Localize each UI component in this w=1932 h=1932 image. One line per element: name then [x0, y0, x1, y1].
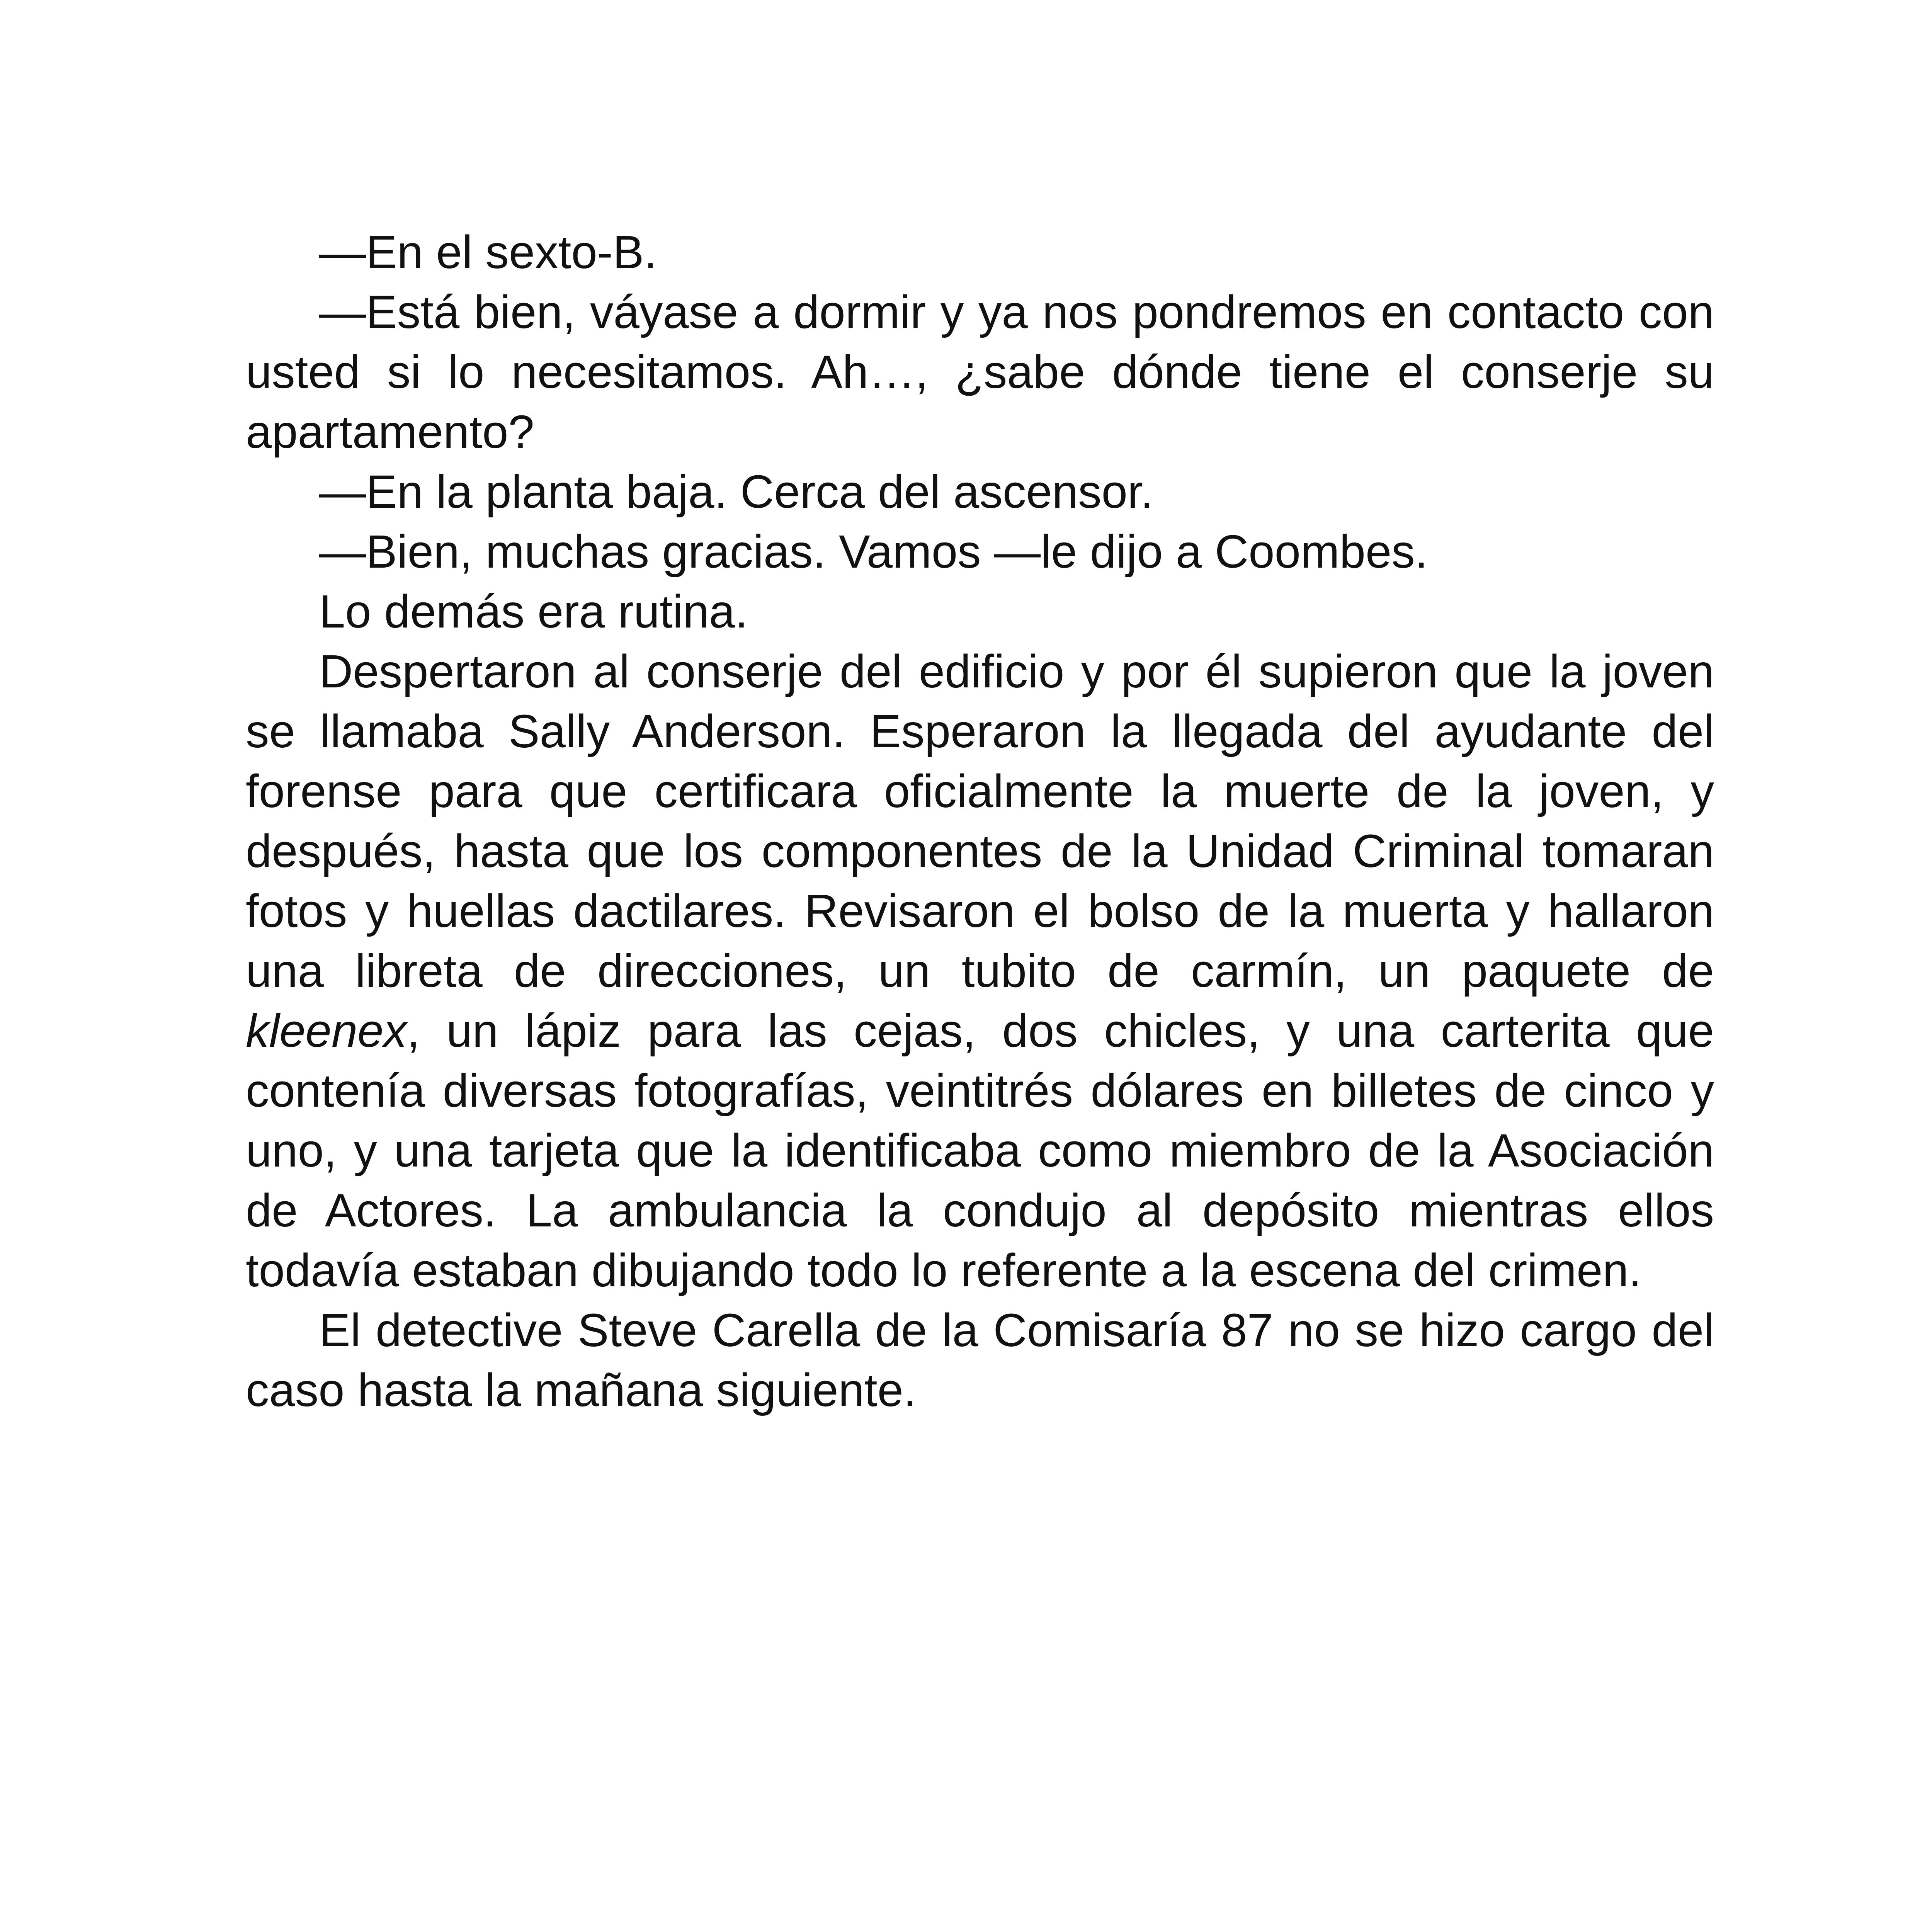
paragraph-text: , un lápiz para las cejas, dos chicles, y una carterita que contenía diversas fotografías, veintitrés dólares en billetes de cinco y uno, y una tarjeta que la identificaba como miembro de la Asociación de Actores. La ambulancia la condujo al depósito mientras ellos todavía estaban dibujando todo lo referente a la escena del crimen.: [246, 1004, 1714, 1296]
dialogue-paragraph: —En la planta baja. Cerca del ascensor.: [319, 465, 1154, 518]
narrative-paragraph: [246, 641, 1714, 1300]
narrative-paragraph: Lo demás era rutina.: [319, 585, 748, 638]
italic-word: kleenex: [246, 1004, 407, 1057]
dialogue-paragraph: —Está bien, váyase a dormir y ya nos pondremos en contacto con usted si lo necesitamos. Ah…, ¿sabe dónde tiene el conserje su apartamento?: [246, 286, 1714, 458]
dialogue-paragraph: —Bien, muchas gracias. Vamos —le dijo a Coombes.: [319, 525, 1428, 578]
narrative-paragraph: El detective Steve Carella de la Comisaría 87 no se hizo cargo del caso hasta la mañana siguiente.: [246, 1304, 1714, 1416]
paragraph-text: Despertaron al conserje del edificio y por él supieron que la joven se llamaba Sally Anderson. Esperaron la llegada del ayudante del forense para que certificara oficialmente la muerte de la joven, y después, hasta que los componentes de la Unidad Criminal tomaran fotos y huellas dactilares. Revisaron el bolso de la muerta y hallaron una libreta de direcciones, un tubito de carmín, un paquete de: [246, 645, 1714, 997]
dialogue-paragraph: —En el sexto-B.: [319, 226, 657, 278]
body-text: [246, 222, 1714, 1420]
